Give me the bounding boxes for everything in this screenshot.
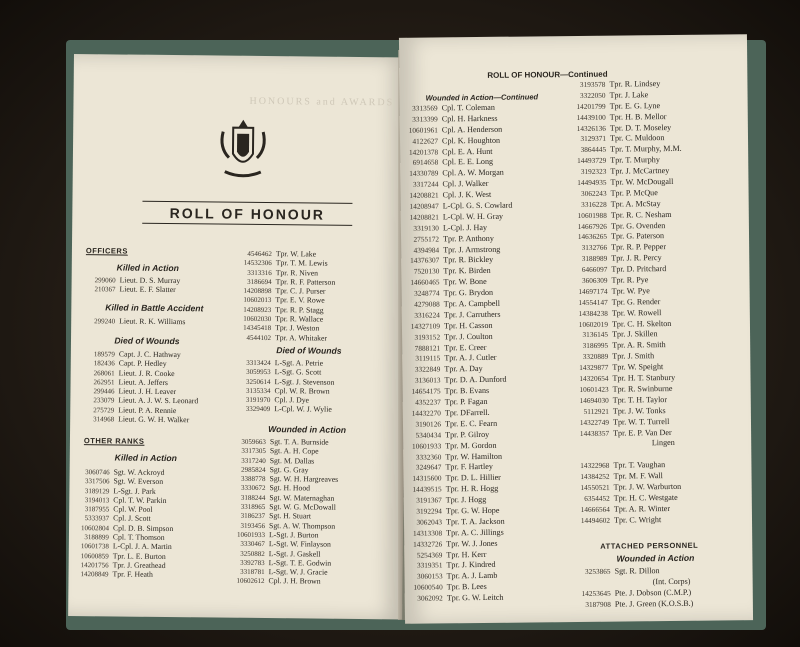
list-item: 3059663 Sgt. T. A. Burnside xyxy=(241,437,329,447)
list-item: 14660465 Tpr. W. Bone xyxy=(410,277,487,287)
list-item: 3313569 Cpl. T. Coleman xyxy=(412,102,495,113)
battle-accident-heading: Killed in Battle Accident xyxy=(105,302,204,314)
list-item: 3060153 Tpr. A. J. Lamb xyxy=(416,571,498,581)
list-item: 4544102 Tpr. A. Whitaker xyxy=(246,332,328,343)
list-item: 14322968 Tpr. T. Vaughan xyxy=(580,460,666,471)
list-item: 14208947 L-Cpl. G. S. Cowlard xyxy=(409,200,513,211)
list-item: 3318965 Sgt. W. G. McDowall xyxy=(240,502,336,512)
list-item: 2985824 Sgt. G. Gray xyxy=(241,464,309,475)
list-item: 14494602 Tpr. C. Wright xyxy=(580,514,662,525)
list-item: 14253645 Pte. J. Dobson (C.M.P.) xyxy=(581,587,692,598)
attached-heading: ATTACHED PERSONNEL xyxy=(600,540,699,551)
list-item: 6914658 Cpl. E. E. Long xyxy=(412,157,494,168)
list-item: 14208923 Tpr. R. P. Stagg xyxy=(243,304,324,315)
list-item: 3186237 Sgt. H. Stuart xyxy=(240,511,312,521)
continued-subheading: Wounded in Action—Continued xyxy=(425,92,539,103)
or-wia-list xyxy=(232,437,338,587)
list-item: 3318781 L-Sgt. W. J. Gracie xyxy=(240,567,328,577)
list-item: 14315600 Tpr. D. L. Hillier xyxy=(412,473,501,484)
list-item: 4394984 Tpr. J. Armstrong xyxy=(413,244,501,255)
list-item: 3319130 L-Cpl. J. Hay xyxy=(413,222,488,233)
list-item: 3388778 Sgt. W. H. Hargreaves xyxy=(241,474,339,484)
list-item: 14332726 Tpr. W. J. Jones xyxy=(413,538,498,549)
list-item: 14532306 Tpr. T. M. Lewis xyxy=(243,258,328,268)
officers-kia-list xyxy=(83,275,180,295)
list-item: 14345418 Tpr. J. Weston xyxy=(243,323,320,333)
list-item: 3317506 Sgt. W. Everson xyxy=(84,476,164,487)
list-item: 6466097 Tpr. D. Pritchard xyxy=(581,264,667,275)
list-item: 10602019 Tpr. C. H. Skelton xyxy=(578,318,672,329)
or-kia-heading: Killed in Action xyxy=(114,452,177,464)
officers-kia-heading: Killed in Action xyxy=(116,262,179,274)
regimental-crest-icon xyxy=(215,117,272,184)
right-col-2 xyxy=(569,79,685,527)
list-item: 189579 Capt. J. C. Hathway xyxy=(93,349,181,360)
list-item: 3392783 L-Sgt. T. E. Godwin xyxy=(240,557,332,568)
list-item: 3190126 Tpr. E. C. Fearn xyxy=(415,418,498,429)
list-item: 14694030 Tpr. T. H. Taylor xyxy=(579,394,668,405)
list-item: 233079 Lieut. A. J. W. S. Leonard xyxy=(93,395,199,406)
list-item: 3129371 Tpr. C. Muldoon xyxy=(580,133,665,144)
list-item: 3253865 Sgt. R. Dillon xyxy=(584,566,660,576)
list-item: 3060746 Sgt. W. Ackroyd xyxy=(85,467,165,477)
list-item: 14313308 Tpr. A. C. Jillings xyxy=(412,527,504,538)
list-item: 3330672 Sgt. H. Hood xyxy=(240,483,311,493)
list-item: 4352237 Tpr. P. Fagan xyxy=(415,396,488,407)
officers-heading: OFFICERS xyxy=(85,246,128,256)
title-rule-bottom xyxy=(142,223,352,226)
list-item: 5254369 Tpr. H. Kerr xyxy=(416,549,487,560)
list-item: 3186995 Tpr. A. R. Smith xyxy=(582,340,666,351)
list-item: 10602013 Tpr. E. V. Rowe xyxy=(243,295,325,306)
list-item: 14327109 Tpr. H. Casson xyxy=(410,320,493,331)
list-item: 3187908 Pte. J. Green (K.O.S.B.) xyxy=(585,598,694,609)
list-item: 262951 Lieut. A. Jeffers xyxy=(93,377,169,387)
list-item: 14330789 Cpl. A. W. Morgan xyxy=(409,168,504,179)
list-item: 14329877 Tpr. W. Speight xyxy=(579,362,664,373)
list-item: 3062092 Tpr. G. W. Leitch xyxy=(417,592,504,603)
attached-subheading: Wounded in Action xyxy=(616,552,695,564)
list-item: 14550521 Tpr. J. W. Warburton xyxy=(580,481,682,492)
list-item: 3194013 Cpl. T. W. Parkin xyxy=(84,495,167,505)
list-item: 14320654 Tpr. H. T. Stanbury xyxy=(579,373,676,384)
list-item: 3136013 Tpr. D. A. Dunford xyxy=(414,374,507,385)
list-item: 3249647 Tpr. F. Hartley xyxy=(415,462,493,473)
list-item: 4546462 Tpr. W. Lake xyxy=(247,249,317,259)
list-item: 3317244 Cpl. J. Walker xyxy=(412,179,489,189)
list-item: 268061 Lieut. J. R. Cooke xyxy=(93,368,175,378)
list-item: 3193578 Tpr. R. Lindsey xyxy=(579,79,661,89)
officers-dow-list xyxy=(82,349,199,425)
list-item: 314968 Lieut. G. W. H. Walker xyxy=(93,414,190,425)
list-item: 3317240 Sgt. M. Dallas xyxy=(241,455,315,466)
list-item: 3188899 Cpl. T. Thomson xyxy=(84,532,165,543)
list-item: 3319351 Tpr. J. Kindred xyxy=(416,560,496,571)
list-item: 182436 Capt. P. Hedley xyxy=(93,358,167,369)
list-item: 14384252 Tpr. M. F. Wall xyxy=(580,471,663,482)
list-item: 3062243 Tpr. P. McQue xyxy=(580,188,658,198)
page-title: ROLL OF HONOUR xyxy=(169,205,326,223)
title-rule-top xyxy=(142,201,352,204)
list-item: 14554147 Tpr. G. Render xyxy=(578,296,661,307)
list-item: 3191970 Cpl. J. Dye xyxy=(245,395,310,405)
list-item: 14438357 Tpr. E. P. Van Der xyxy=(579,427,672,438)
list-item: 3135334 Cpl. W. R. Brown xyxy=(245,386,330,396)
other-ranks-heading: OTHER RANKS xyxy=(83,436,145,446)
list-item: 10601423 Tpr. R. Swinburne xyxy=(579,383,673,394)
list-item: 14654175 Tpr. B. Evans xyxy=(411,386,490,396)
list-item: 3186694 Tpr. R. F. Patterson xyxy=(247,277,336,287)
list-item: 10600859 Tpr. L. E. Burton xyxy=(80,551,166,561)
list-item: 10601738 L-Cpl. J. A. Martin xyxy=(80,541,172,552)
list-item: 14376307 Tpr. R. Bickley xyxy=(410,255,494,266)
list-item: 4279088 Tpr. A. Campbell xyxy=(414,298,500,309)
list-item: 3191367 Tpr. J. Hogg xyxy=(416,495,487,505)
left-page xyxy=(68,54,408,619)
list-item: 3316228 Tpr. A. McStay xyxy=(581,198,661,209)
list-item: 14384238 Tpr. W. Rowell xyxy=(578,307,662,318)
list-item: 3317305 Sgt. A. H. Cope xyxy=(241,446,319,456)
list-item: 3322849 Tpr. A. Day xyxy=(414,364,483,375)
ghost-header: HONOURS and AWARDS xyxy=(249,95,395,109)
list-item: 275729 Lieut. P. A. Rennie xyxy=(93,405,177,415)
list-item: 3189129 L-Sgt. J. Park xyxy=(84,486,156,496)
list-item: 10602804 Cpl. D. B. Simpson xyxy=(80,523,174,533)
list-item: 5333937 Cpl. J. Scott xyxy=(84,513,151,524)
list-item: 14208821 L-Cpl. W. H. Gray xyxy=(409,211,504,222)
list-item: 3250882 L-Sgt. J. Gaskell xyxy=(240,548,321,559)
list-item: 5112921 Tpr. J. W. Tonks xyxy=(583,405,666,416)
list-item: 3320889 Tpr. J. Smith xyxy=(582,351,655,362)
list-item: 14494935 Tpr. W. McDougall xyxy=(577,176,674,187)
list-item: 3250614 L-Sgt. J. Stevenson xyxy=(246,376,335,387)
list-item: 3193152 Tpr. J. Coulton xyxy=(414,331,493,342)
list-item: 3316224 Tpr. J. Carruthers xyxy=(414,309,501,320)
list-item: 14432270 Tpr. DFarrell. xyxy=(411,407,490,418)
list-item: 299240 Lieut. R. K. Williams xyxy=(94,316,186,327)
list-item: 3313399 Cpl. H. Harkness xyxy=(412,113,498,124)
list-item: 3119115 Tpr. A. J. Cutler xyxy=(415,353,497,364)
list-item: 3059953 L-Sgt. G. Scott xyxy=(246,367,322,377)
or-kia-list-1 xyxy=(77,467,174,580)
list-item: 3329409 L-Cpl. W. J. Wylie xyxy=(245,404,332,415)
list-item: 10600540 Tpr. B. Lees xyxy=(413,582,487,592)
list-item: 14697174 Tpr. W. Pye xyxy=(578,286,650,296)
list-item: 14493729 Tpr. T. Murphy xyxy=(577,155,660,166)
right-col-1 xyxy=(402,103,517,605)
list-item: 3322050 Tpr. J. Lake xyxy=(579,90,649,100)
or-wia-heading: Wounded in Action xyxy=(268,424,347,435)
list-item: 14201378 Cpl. E. A. Hunt xyxy=(408,146,493,157)
right-page xyxy=(399,34,753,624)
list-item: 14326136 Tpr. D. T. Moseley xyxy=(576,122,672,133)
list-item: 3248774 Tpr. G. Brydon xyxy=(414,288,494,298)
list-item: 3136145 Tpr. J. Skillen xyxy=(582,329,658,340)
list-item: 3132766 Tpr. R. P. Pepper xyxy=(581,242,667,253)
list-item: 3330467 L-Sgt. W. Finlayson xyxy=(240,539,331,549)
list-item: 2755172 Tpr. P. Anthony xyxy=(413,233,494,244)
list-item: 299446 Lieut. J. H. Leaver xyxy=(93,386,177,397)
list-item: 3188244 Sgt. W. Maternaghan xyxy=(240,492,335,503)
list-item: 4122627 Cpl. K. Houghton xyxy=(412,135,501,146)
list-item: 5340434 Tpr. P. Gilroy xyxy=(415,429,490,440)
list-item: 3187955 Cpl. W. Pool xyxy=(84,504,153,515)
list-item: 14208898 Tpr. C. J. Purser xyxy=(243,286,326,296)
list-item: 6354452 Tpr. H. C. Westgate xyxy=(584,492,678,503)
list-item: 10601933 L-Sgt. J. Burton xyxy=(236,530,319,540)
list-item: 14322749 Tpr. W. T. Turrell xyxy=(579,416,670,427)
or-kia-list-2 xyxy=(239,249,336,343)
list-item: 10601933 Tpr. M. Gordon xyxy=(411,440,497,451)
list-item: 14667926 Tpr. G. Ovenden xyxy=(577,220,666,231)
list-item: 10601961 Cpl. A. Henderson xyxy=(408,124,503,135)
list-item: 14201799 Tpr. E. G. Lyne xyxy=(576,100,661,111)
list-item: 3192323 Tpr. J. McCartney xyxy=(580,166,670,177)
list-item: 3606309 Tpr. R. Pye xyxy=(581,275,649,285)
list-item: 14636265 Tpr. G. Paterson xyxy=(577,231,665,242)
attached-list xyxy=(574,566,693,611)
list-item: 14439100 Tpr. H. B. Mellor xyxy=(576,111,667,122)
list-item: 14439515 Tpr. H. R. Hogg xyxy=(412,483,499,494)
list-item: 14666564 Tpr. A. R. Winter xyxy=(580,503,671,514)
or-dow-heading: Died of Wounds xyxy=(276,345,342,356)
list-item: 10602030 Tpr. R. Wallace xyxy=(243,314,324,324)
list-item: 3193456 Sgt. A. W. Thompson xyxy=(240,520,336,531)
list-item: 3062043 Tpr. T. A. Jackson xyxy=(416,516,505,527)
list-item: Lingen xyxy=(651,438,675,448)
list-item: (Int. Corps) xyxy=(652,576,691,587)
list-item: 14208821 Cpl. J. K. West xyxy=(409,190,492,200)
or-dow-list xyxy=(238,358,334,415)
list-item: 3864445 Tpr. T. Murphy, M.M. xyxy=(580,144,682,155)
list-item: 7520130 Tpr. K. Birden xyxy=(413,266,491,277)
list-item: 10601988 Tpr. R. C. Nesham xyxy=(577,209,672,220)
list-item: 299060 Lieut. D. S. Murray xyxy=(94,275,181,286)
battle-accident-list xyxy=(83,316,185,326)
list-item: 3188989 Tpr. J. R. Percy xyxy=(581,253,662,264)
list-item: 14208849 Tpr. F. Heath xyxy=(80,569,153,580)
list-item: 7888121 Tpr. E. Creer xyxy=(414,342,487,353)
list-item: 210367 Lieut. E. F. Slatter xyxy=(94,284,176,295)
officers-dow-heading: Died of Wounds xyxy=(114,335,180,347)
list-item: 3192294 Tpr. G. W. Hope xyxy=(416,505,500,516)
list-item: 3313424 L-Sgt. A. Petrie xyxy=(246,358,324,368)
list-item: 14201756 Tpr. J. Greathead xyxy=(80,560,166,570)
list-item: 3332360 Tpr. W. Hamilton xyxy=(415,451,503,462)
continued-title: ROLL OF HONOUR—Continued xyxy=(487,69,608,80)
list-item: 10602612 Cpl. J. H. Brown xyxy=(236,576,321,587)
list-item: 3313316 Tpr. R. Niven xyxy=(247,267,319,278)
